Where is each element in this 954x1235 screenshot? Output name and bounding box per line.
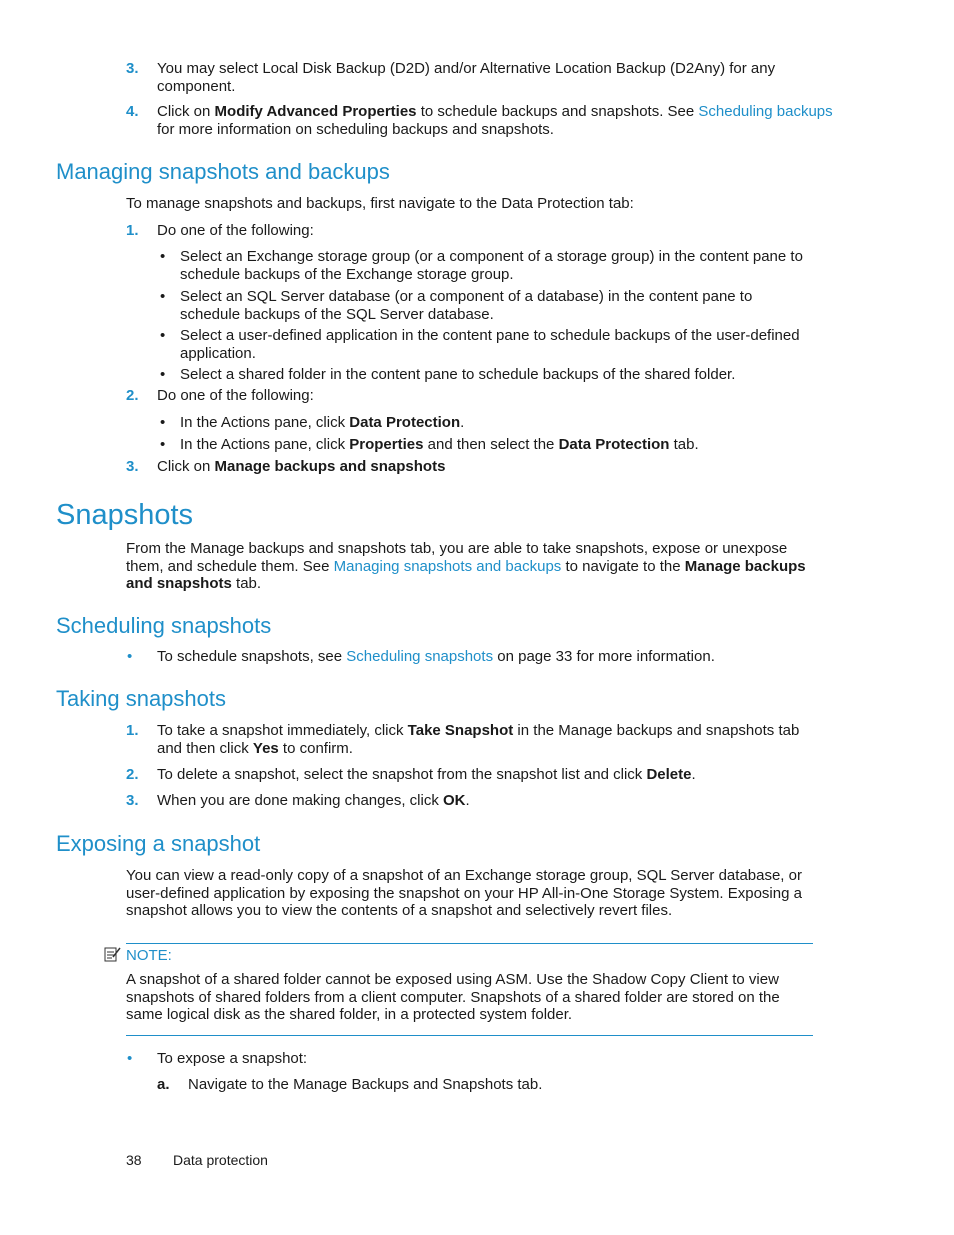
list-text: To take a snapshot immediately, click Take Snapshot in the Manage backups and snapshots tab and then click Yes to confirm. xyxy=(157,722,800,757)
list-text: When you are done making changes, click OK. xyxy=(157,792,470,809)
bullet: • xyxy=(160,248,166,265)
paragraph: To manage snapshots and backups, first navigate to the Data Protection tab: xyxy=(126,195,634,212)
list-number: 3. xyxy=(126,792,139,809)
bullet: • xyxy=(127,648,133,665)
list-text: To delete a snapshot, select the snapshot from the snapshot list and click Delete. xyxy=(157,766,696,783)
sub-list-text: Navigate to the Manage Backups and Snapshots tab. xyxy=(188,1076,543,1093)
bullet: • xyxy=(160,327,166,344)
bullet-text: To expose a snapshot: xyxy=(157,1050,308,1067)
section-heading: Exposing a snapshot xyxy=(56,831,261,856)
list-number: 1. xyxy=(126,722,139,739)
bullet: • xyxy=(160,366,166,383)
list-number: 3. xyxy=(126,60,139,77)
list-text: Do one of the following: xyxy=(157,387,314,404)
paragraph: You can view a read-only copy of a snapshot of an Exchange storage group, SQL Server database, or user-defined application by exposing the snapshot on your HP All-in-One Storage System. Exposing a snapshot allows you to view the contents of a snapshot and selectively revert files. xyxy=(126,867,802,919)
bullet-text: Select an SQL Server database (or a component of a database) in the content pane to schedule backups of the SQL Server database. xyxy=(180,288,753,323)
note-label: NOTE: xyxy=(126,947,172,964)
link-scheduling-backups[interactable]: Scheduling backups xyxy=(698,103,833,120)
sub-list-letter: a. xyxy=(157,1076,170,1093)
bullet-text: To schedule snapshots, see Scheduling snapshots on page 33 for more information. xyxy=(157,648,715,665)
link-managing-snapshots[interactable]: Managing snapshots and backups xyxy=(333,557,562,575)
list-text: You may select Local Disk Backup (D2D) and/or Alternative Location Backup (D2Any) for any component. xyxy=(157,60,776,95)
bullet: • xyxy=(160,288,166,305)
page-number: 38 xyxy=(126,1152,142,1168)
link-scheduling-snapshots[interactable]: Scheduling snapshots xyxy=(346,648,494,665)
bullet-text: In the Actions pane, click Properties and then select the Data Protection tab. xyxy=(180,436,699,453)
list-number: 1. xyxy=(126,222,139,239)
note-bottom-rule xyxy=(126,1035,813,1036)
list-number: 4. xyxy=(126,103,139,120)
list-number: 2. xyxy=(126,766,139,783)
chapter-heading: Snapshots xyxy=(56,499,194,531)
bullet-text: Select an Exchange storage group (or a component of a storage group) in the content pane to schedule backups of the Exchange storage group. xyxy=(180,248,803,283)
section-heading: Taking snapshots xyxy=(56,686,226,711)
bullet-text: Select a user-defined application in the content pane to schedule backups of the user-defined application. xyxy=(180,327,800,362)
list-number: 2. xyxy=(126,387,139,404)
note-text: A snapshot of a shared folder cannot be exposed using ASM. Use the Shadow Copy Client to view snapshots of shared folders from a client computer. Snapshots of a shared folder are stored on the same logical disk as the shared folder, in a protected system folder. xyxy=(126,971,780,1023)
list-text: Do one of the following: xyxy=(157,222,314,239)
paragraph: From the Manage backups and snapshots tab, you are able to take snapshots, expose or unexpose them, and schedule them. See Managing snapshots and backups to navigate to the Manage backups and snapshots tab. xyxy=(126,540,806,592)
footer-section: Data protection xyxy=(173,1152,268,1168)
section-heading: Scheduling snapshots xyxy=(56,613,272,638)
bullet: • xyxy=(127,1050,133,1067)
list-number: 3. xyxy=(126,458,139,475)
list-text: Click on Manage backups and snapshots xyxy=(157,458,446,475)
note-top-rule xyxy=(126,943,813,944)
note-icon xyxy=(104,946,122,962)
bullet-text: In the Actions pane, click Data Protection. xyxy=(180,414,465,431)
bullet: • xyxy=(160,414,166,431)
list-text: Click on Modify Advanced Properties to schedule backups and snapshots. See Scheduling backups for more information on scheduling backups and snapshots. xyxy=(157,103,833,138)
bullet: • xyxy=(160,436,166,453)
section-heading: Managing snapshots and backups xyxy=(56,159,390,184)
bullet-text: Select a shared folder in the content pane to schedule backups of the shared folder. xyxy=(180,366,736,383)
